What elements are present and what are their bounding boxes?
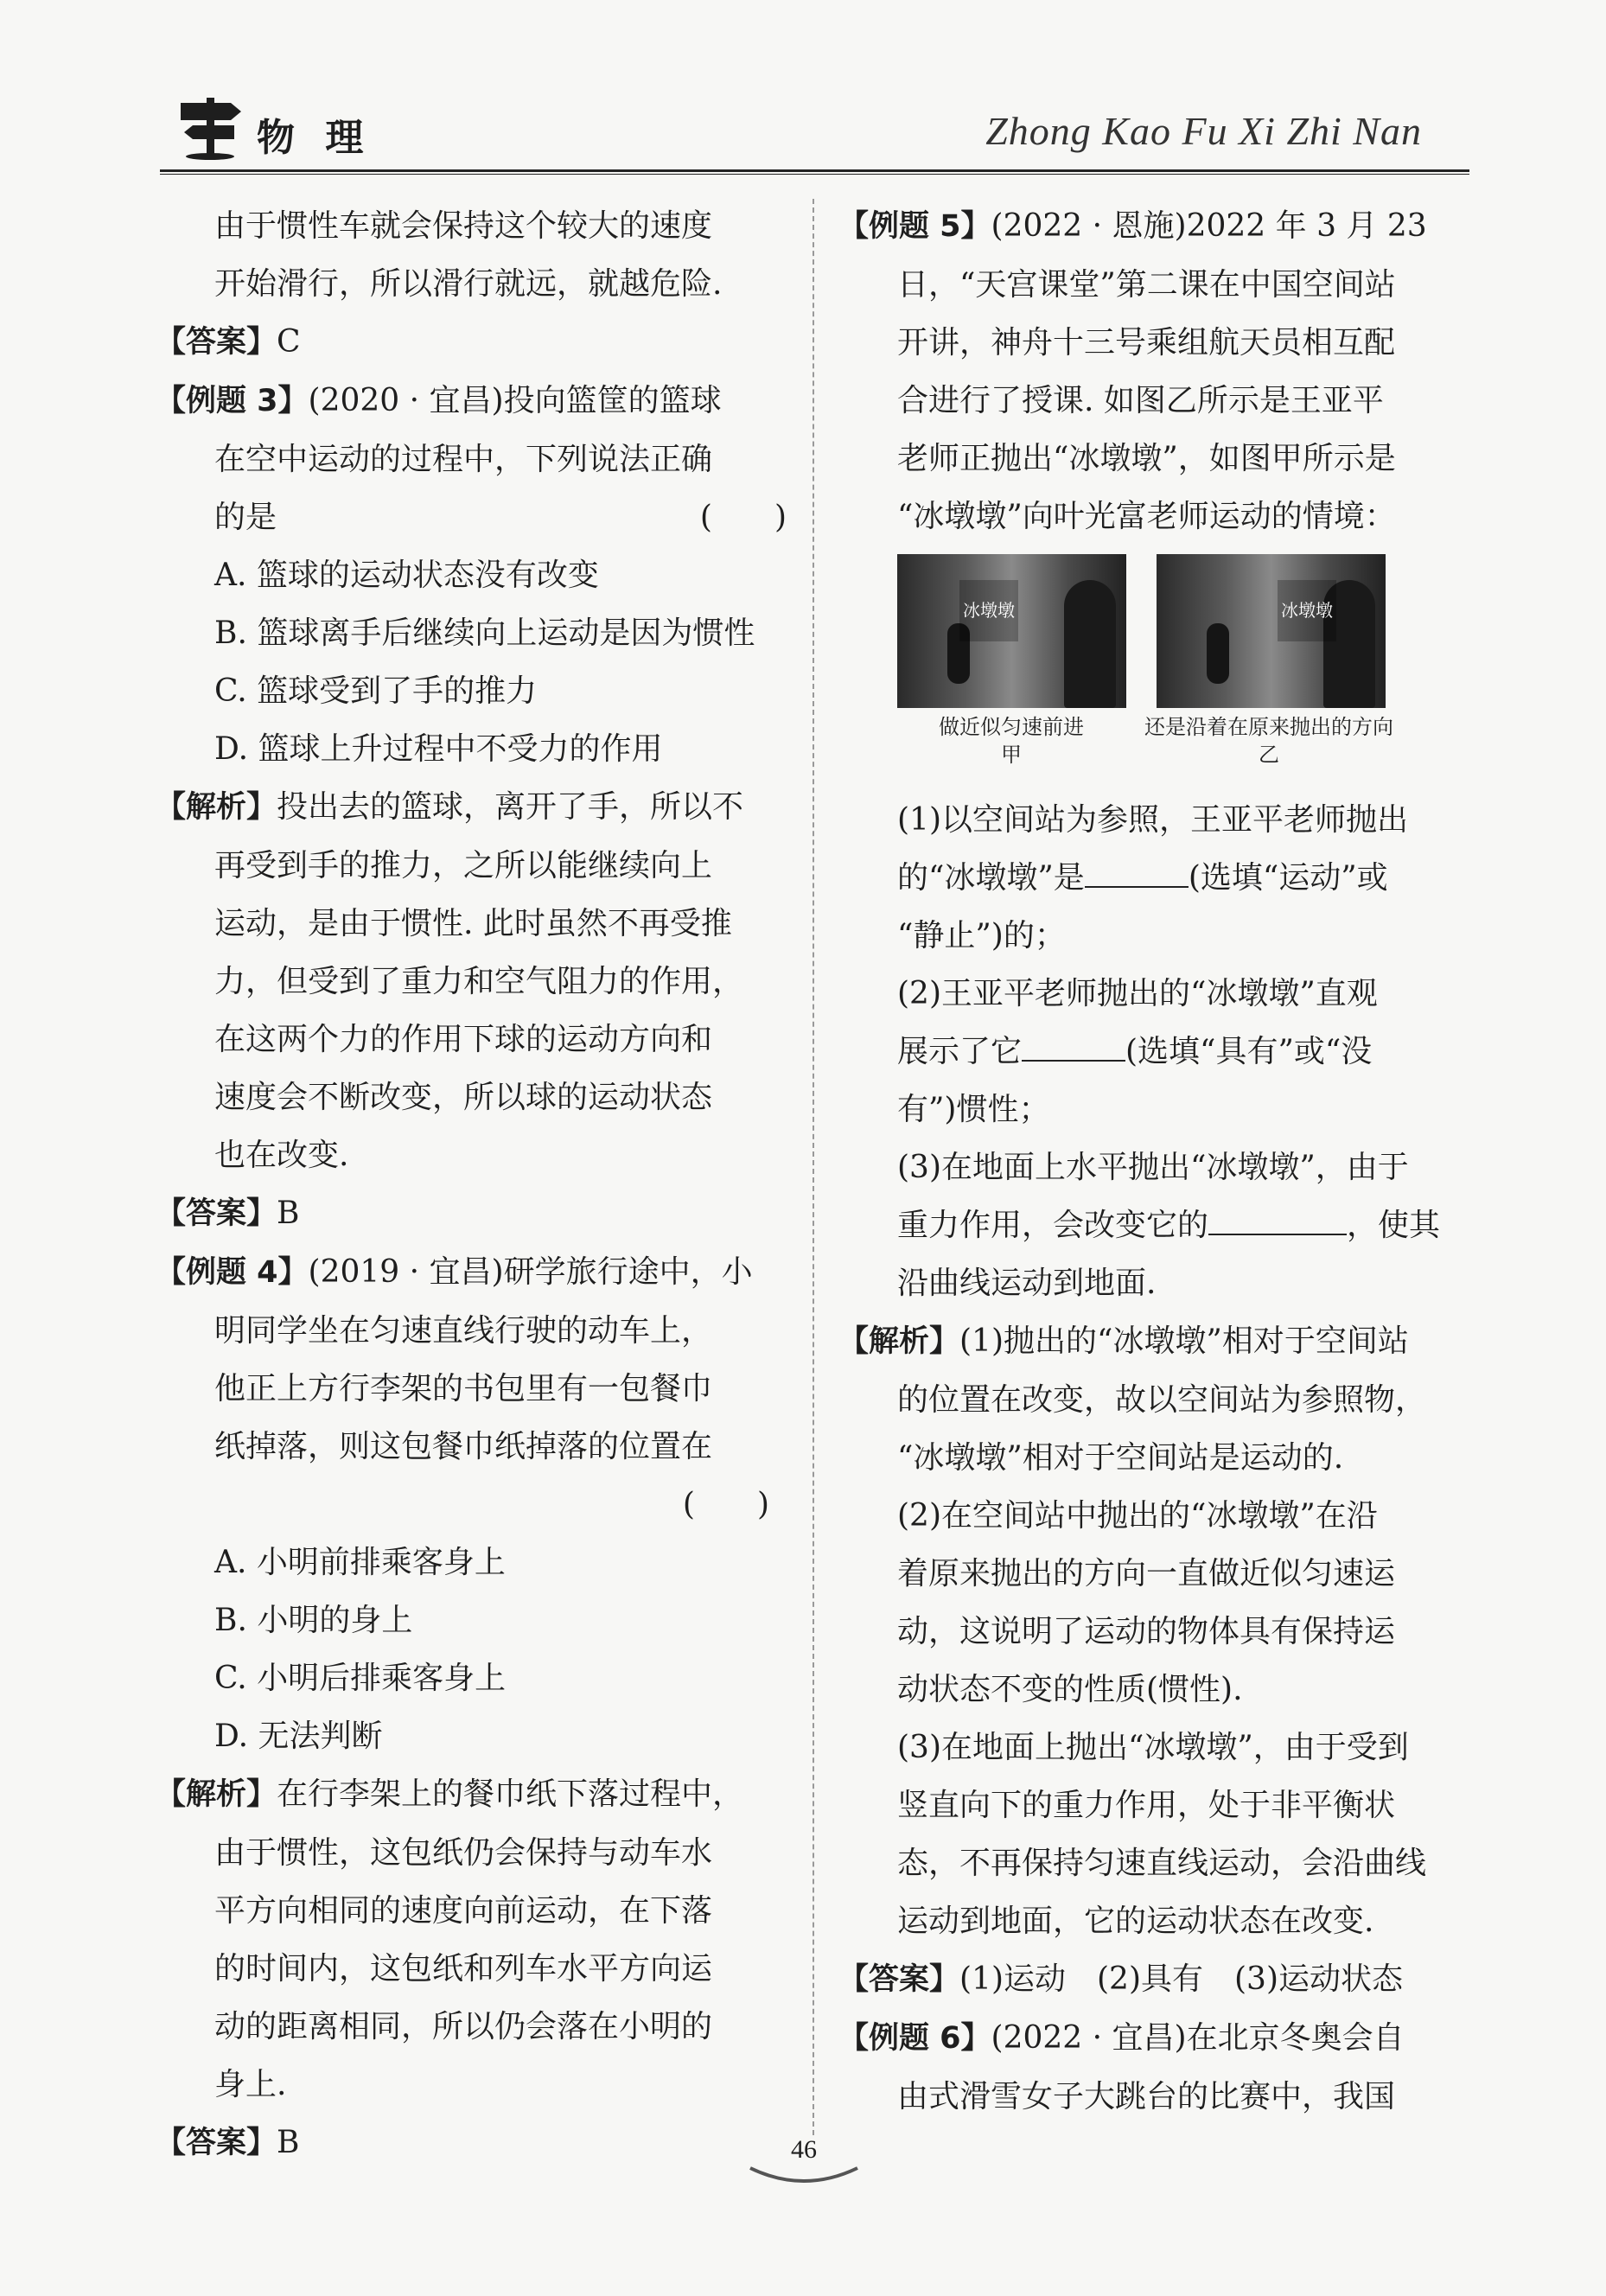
option-d: D. 篮球上升过程中不受力的作用 bbox=[214, 731, 663, 767]
text-line: 投出去的篮球，离开了手，所以不 bbox=[277, 789, 744, 825]
page-header bbox=[160, 82, 1469, 177]
text-line: (2019 · 宜昌)研学旅行途中，小 bbox=[308, 1254, 753, 1290]
page-number: 46 bbox=[791, 2135, 817, 2164]
fill-blank bbox=[1022, 1034, 1125, 1062]
text-line: 态，不再保持匀速直线运动，会沿曲线 bbox=[897, 1846, 1427, 1881]
column-divider bbox=[813, 199, 814, 2135]
answer-line bbox=[156, 2114, 787, 2172]
analysis-line bbox=[156, 1765, 787, 1824]
text-line: 着原来抛出的方向一直做近似匀速运 bbox=[897, 1556, 1396, 1591]
text-line: (3)在地面上水平抛出“冰墩墩”，由于 bbox=[897, 1150, 1409, 1185]
caption-label: 乙 bbox=[1259, 743, 1279, 767]
option-b: B. 篮球离手后继续向上运动是因为惯性 bbox=[214, 615, 755, 651]
option-a: A. 篮球的运动状态没有改变 bbox=[214, 558, 599, 593]
header-rule-thin bbox=[160, 174, 1469, 175]
header-rule bbox=[160, 169, 1469, 172]
answer-value: B bbox=[277, 1196, 300, 1231]
analysis-line bbox=[156, 778, 787, 837]
text-line: “冰墩墩”向叶光富老师运动的情境： bbox=[897, 499, 1396, 534]
figure-person bbox=[1207, 623, 1229, 684]
caption-text: 还是沿着在原来抛出的方向 bbox=[1144, 715, 1393, 739]
photo-tag: 冰墩墩 bbox=[1278, 580, 1336, 641]
text-line: 运动，是由于惯性. 此时虽然不再受推 bbox=[214, 906, 732, 941]
example-label: 【例题 3】 bbox=[156, 384, 309, 418]
example-label: 【例题 6】 bbox=[838, 2021, 991, 2056]
text-line: 纸掉落，则这包餐巾纸掉落的位置在 bbox=[214, 1429, 713, 1464]
option-d: D. 无法判断 bbox=[214, 1719, 383, 1754]
question-line bbox=[838, 1023, 1469, 1081]
text-line: 合进行了授课. 如图乙所示是王亚平 bbox=[897, 383, 1384, 418]
text-line: 明同学坐在匀速直线行驶的动车上， bbox=[214, 1313, 713, 1349]
text-line: “静止”)的； bbox=[897, 918, 1066, 953]
figure-group bbox=[897, 549, 1469, 791]
text-line: (2)在空间站中抛出的“冰墩墩”在沿 bbox=[897, 1498, 1378, 1534]
example-label: 【例题 4】 bbox=[156, 1255, 309, 1290]
text-line bbox=[156, 488, 787, 546]
figure-caption-yi bbox=[1139, 713, 1399, 769]
text-line: 由于惯性车就会保持这个较大的速度 bbox=[214, 208, 713, 244]
photo-jia bbox=[897, 554, 1126, 708]
text-line: 力，但受到了重力和空气阻力的作用， bbox=[214, 964, 744, 999]
text-line: 动的距离相同，所以仍会落在小明的 bbox=[214, 2009, 713, 2044]
option-c: C. 篮球受到了手的推力 bbox=[214, 673, 538, 709]
answer-value: B bbox=[277, 2125, 300, 2160]
text-line: ，使其 bbox=[1347, 1208, 1441, 1243]
right-column bbox=[838, 197, 1469, 2126]
answer-paren: ( ) bbox=[699, 500, 787, 535]
text-line: 在行李架上的餐巾纸下落过程中， bbox=[277, 1776, 744, 1812]
text-line: 有”)惯性； bbox=[897, 1092, 1050, 1127]
left-column bbox=[156, 197, 787, 2172]
subject-title: 物 理 bbox=[257, 116, 373, 160]
fill-blank bbox=[1085, 860, 1189, 888]
text-line: 由于惯性，这包纸仍会保持与动车水 bbox=[214, 1835, 713, 1871]
text-line: (2022 · 恩施)2022 年 3 月 23 bbox=[991, 208, 1427, 244]
text-line: 的位置在改变，故以空间站为参照物， bbox=[897, 1382, 1427, 1418]
question-line bbox=[838, 849, 1469, 907]
text-line: 运动到地面，它的运动状态在改变. bbox=[897, 1904, 1374, 1939]
figure-person bbox=[1064, 580, 1116, 708]
text-line: 平方向相同的速度向前运动，在下落 bbox=[214, 1893, 713, 1929]
text-line: 也在改变. bbox=[214, 1138, 349, 1173]
text-line: 身上. bbox=[214, 2067, 287, 2102]
option-c: C. 小明后排乘客身上 bbox=[214, 1661, 507, 1696]
text-line: 老师正抛出“冰墩墩”，如图甲所示是 bbox=[897, 441, 1396, 476]
caption-text: 做近似匀速前进 bbox=[939, 715, 1084, 739]
analysis-label: 【解析】 bbox=[156, 1777, 277, 1812]
answer-line bbox=[156, 1184, 787, 1243]
signpost-icon bbox=[177, 91, 246, 160]
text-line: 的是 bbox=[214, 500, 277, 535]
text-line: 速度会不断改变，所以球的运动状态 bbox=[214, 1080, 713, 1115]
answer-paren: ( ) bbox=[682, 1487, 769, 1522]
answer-label: 【答案】 bbox=[156, 2126, 277, 2160]
text-line: (选填“具有”或“没 bbox=[1125, 1034, 1373, 1069]
text-line: (3)在地面上抛出“冰墩墩”，由于受到 bbox=[897, 1730, 1409, 1765]
option-b: B. 小明的身上 bbox=[214, 1603, 413, 1638]
example-5-line bbox=[838, 197, 1469, 256]
fill-blank bbox=[1208, 1208, 1347, 1235]
text-line: (选填“运动”或 bbox=[1188, 860, 1388, 896]
text-line: 他正上方行李架的书包里有一包餐巾 bbox=[214, 1371, 713, 1406]
text-line: (1)以空间站为参照，王亚平老师抛出 bbox=[897, 802, 1408, 838]
analysis-label: 【解析】 bbox=[838, 1324, 960, 1359]
answer-label: 【答案】 bbox=[156, 1196, 277, 1231]
answer-value: C bbox=[277, 324, 301, 360]
photo-tag: 冰墩墩 bbox=[959, 580, 1018, 641]
text-line: “冰墩墩”相对于空间站是运动的. bbox=[897, 1440, 1344, 1476]
figure-caption-jia bbox=[882, 713, 1141, 769]
text-line: 展示了它 bbox=[897, 1034, 1023, 1069]
series-title: Zhong Kao Fu Xi Zhi Nan bbox=[985, 109, 1422, 153]
text-line: 的“冰墩墩”是 bbox=[897, 860, 1085, 896]
example-3-line bbox=[156, 372, 787, 430]
text-line: 开始滑行，所以滑行就远，就越危险. bbox=[214, 266, 723, 302]
text-line: 在空中运动的过程中，下列说法正确 bbox=[214, 442, 713, 477]
text-line: (2)王亚平老师抛出的“冰墩墩”直观 bbox=[897, 976, 1378, 1011]
analysis-line bbox=[838, 1312, 1469, 1371]
text-line: 竖直向下的重力作用，处于非平衡状 bbox=[897, 1788, 1396, 1823]
page-number-ornament-icon bbox=[743, 2152, 864, 2187]
analysis-label: 【解析】 bbox=[156, 790, 277, 825]
text-line: (2020 · 宜昌)投向篮筐的篮球 bbox=[308, 383, 722, 418]
text-line: 的时间内，这包纸和列车水平方向运 bbox=[214, 1951, 713, 1987]
text-line: 由式滑雪女子大跳台的比赛中，我国 bbox=[897, 2079, 1396, 2114]
answer-line bbox=[838, 1950, 1469, 2009]
text-line: (1)抛出的“冰墩墩”相对于空间站 bbox=[959, 1323, 1409, 1359]
text-line: 动，这说明了运动的物体具有保持运 bbox=[897, 1614, 1396, 1649]
answer-label: 【答案】 bbox=[156, 325, 277, 360]
text-line: 动状态不变的性质(惯性). bbox=[897, 1672, 1243, 1707]
text-line: (2022 · 宜昌)在北京冬奥会自 bbox=[991, 2020, 1405, 2056]
caption-label: 甲 bbox=[1001, 743, 1022, 767]
answer-label: 【答案】 bbox=[838, 1962, 960, 1997]
example-6-line bbox=[838, 2009, 1469, 2068]
example-label: 【例题 5】 bbox=[838, 209, 991, 244]
text-line: 在这两个力的作用下球的运动方向和 bbox=[214, 1022, 713, 1057]
answer-value: (1)运动 (2)具有 (3)运动状态 bbox=[959, 1961, 1403, 1997]
option-a: A. 小明前排乘客身上 bbox=[214, 1545, 506, 1580]
photo-yi bbox=[1157, 554, 1386, 708]
text-line: 日，“天宫课堂”第二课在中国空间站 bbox=[897, 267, 1396, 303]
text-line: 沿曲线运动到地面. bbox=[897, 1266, 1157, 1301]
answer-line bbox=[156, 313, 787, 372]
text-line: 再受到手的推力，之所以能继续向上 bbox=[214, 848, 713, 883]
example-4-line bbox=[156, 1243, 787, 1302]
question-line bbox=[838, 1196, 1469, 1254]
text-line: 开讲，神舟十三号乘组航天员相互配 bbox=[897, 325, 1396, 360]
text-line: 重力作用，会改变它的 bbox=[897, 1208, 1209, 1243]
